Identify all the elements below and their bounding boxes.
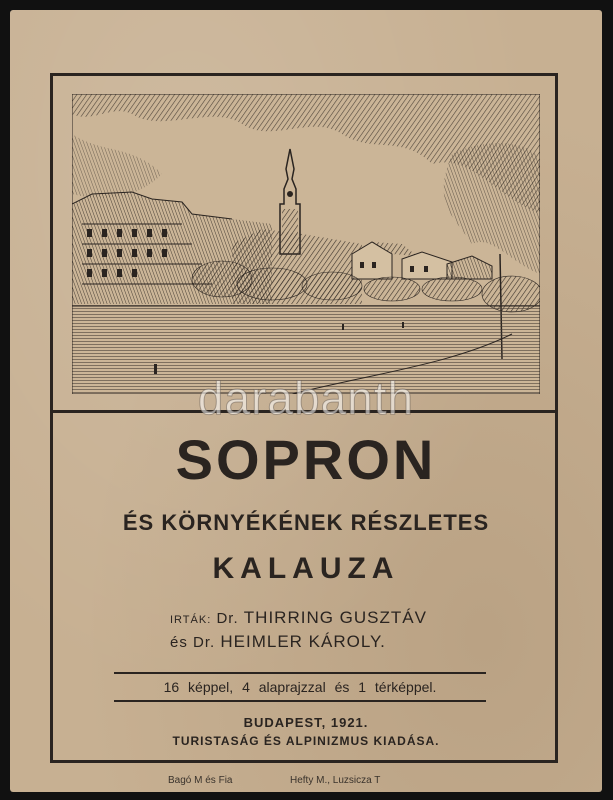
- publisher: TURISTASÁG ÉS ALPINIZMUS KIADÁSA.: [172, 734, 440, 748]
- book-title: SOPRON: [175, 428, 437, 491]
- sopron-engraving-image: [72, 94, 540, 394]
- printer-credit-1: Bagó M és Fia: [168, 775, 233, 786]
- place-year: BUDAPEST, 1921.: [243, 715, 369, 730]
- author2-name: HEIMLER KÁROLY.: [220, 632, 386, 651]
- author-line2: [170, 632, 386, 652]
- subtitle-line1: ÉS KÖRNYÉKÉNEK RÉSZLETES: [122, 510, 490, 535]
- author-line1: [170, 608, 427, 628]
- author1-name: THIRRING GUSZTÁV: [243, 608, 427, 627]
- authors-label: IRTÁK:: [170, 614, 212, 626]
- printer-credit-2: Hefty M., Luzsicza T: [290, 775, 381, 786]
- illustrations-note: 16 képpel, 4 alaprajzzal és 1 térképpel.: [114, 672, 486, 702]
- watermark: darabanth: [197, 372, 415, 424]
- author2-prefix: és Dr.: [170, 634, 216, 651]
- author1-prefix: Dr.: [216, 610, 239, 627]
- subtitle-line2: KALAUZA: [212, 552, 400, 585]
- book-cover: [10, 10, 602, 792]
